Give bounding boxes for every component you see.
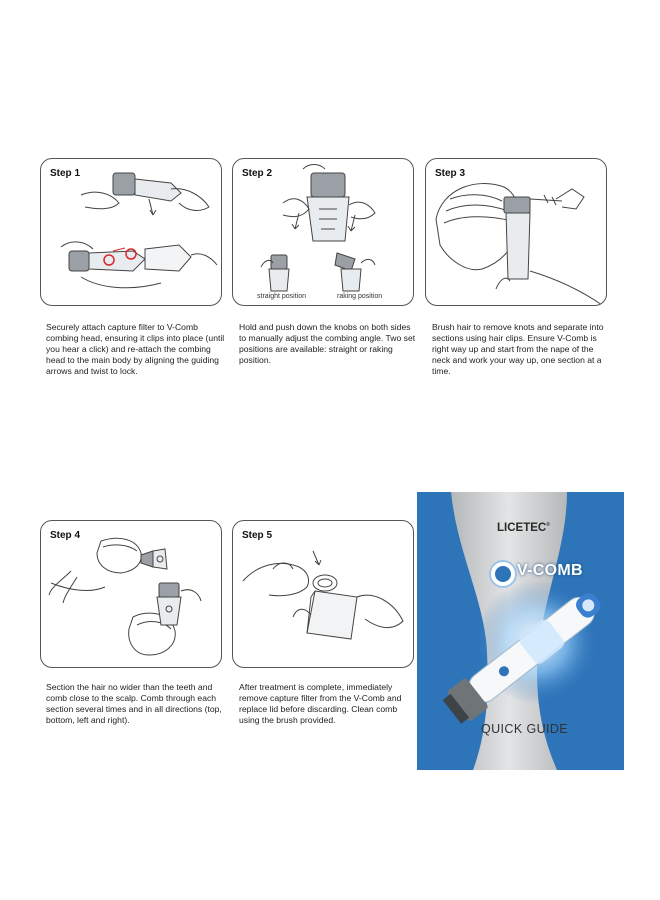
step-1-description: Securely attach capture filter to V-Comb combing head, ensuring it clips into place (until you hear a click) and re-attach the combing head to the main body by aligning the guiding arrows and twist to lock. <box>46 322 225 376</box>
step-5-description: After treatment is complete, immediately remove capture filter from the V-Comb and replace lid before discarding. Clean comb using the brush provided. <box>239 682 402 725</box>
cover-product-title: V-COMB <box>517 562 583 579</box>
step-1-panel <box>40 158 222 306</box>
step-1-illustration <box>41 159 222 306</box>
step-5-illustration <box>233 521 414 668</box>
step-1-label: Step 1 <box>50 168 81 179</box>
straight-position-caption: straight position <box>257 293 307 300</box>
cover-brand <box>497 522 550 534</box>
step-3-panel <box>425 158 607 306</box>
step-4-description: Section the hair no wider than the teeth and comb close to the scalp. Comb through each section several times and in all directions (top, bottom, left and right). <box>46 682 222 725</box>
step-3-illustration <box>426 159 607 306</box>
step-3-description: Brush hair to remove knots and separate into sections using hair clips. Ensure V-Comb is right way up and start from the nape of the neck and work your way up, one section at a time. <box>432 322 604 376</box>
step-2-panel <box>232 158 414 306</box>
cover-brand-name: LICETEC <box>497 522 547 534</box>
step-4-panel <box>40 520 222 668</box>
step-3-label: Step 3 <box>435 168 466 179</box>
step-5-panel <box>232 520 414 668</box>
step-4-illustration <box>41 521 222 668</box>
step-2-description: Hold and push down the knobs on both sides to manually adjust the combing angle. Two set positions are available: straight or raking position. <box>239 322 416 365</box>
cover-subtitle: QUICK GUIDE <box>481 722 569 736</box>
step-4-label: Step 4 <box>50 530 81 541</box>
raking-position-caption: raking position <box>337 293 383 300</box>
cover-brand-mark: ® <box>546 522 550 529</box>
step-2-label: Step 2 <box>242 168 273 179</box>
step-2-illustration <box>233 159 414 306</box>
quick-guide-cover <box>417 492 624 770</box>
step-5-label: Step 5 <box>242 530 273 541</box>
